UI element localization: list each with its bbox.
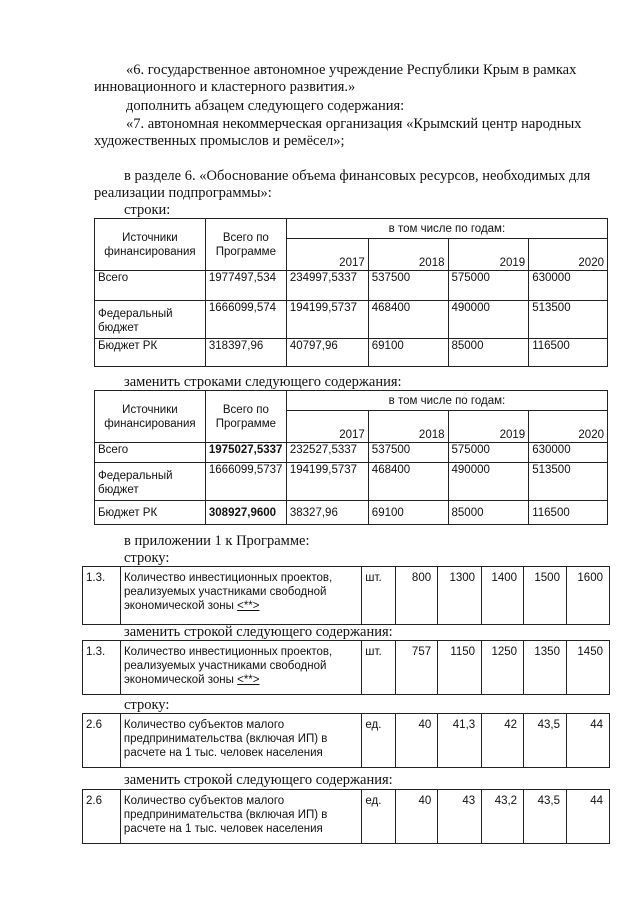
row-value: 40 xyxy=(396,714,438,768)
table-row xyxy=(83,790,610,844)
row-value: 194199,5737 xyxy=(286,301,368,339)
header-source: Источники финансирования xyxy=(95,391,206,443)
header-year: 2020 xyxy=(529,411,608,443)
row-description xyxy=(120,567,361,625)
row-value: 44 xyxy=(567,790,610,844)
label-appendix: в приложении 1 к Программе: xyxy=(124,533,310,549)
paragraph-6-line1: «6. государственное автономное учреждение Республики Крым в рамках xyxy=(126,62,577,78)
row-description: Количество субъектов малого предпринимательства (включая ИП) в расчете на 1 тыс. человек населения xyxy=(120,714,361,768)
table-row xyxy=(95,463,608,501)
row-total: 1975027,5337 xyxy=(205,443,286,463)
row-label: Всего xyxy=(95,443,206,463)
paragraph-7-line1: «7. автономная некоммерческая организация «Крымский центр народных xyxy=(126,116,582,132)
header-year: 2019 xyxy=(448,239,529,271)
row-value: 232527,5337 xyxy=(286,443,368,463)
label-replace-row-1: заменить строкой следующего содержания: xyxy=(124,624,393,640)
row-value: 1150 xyxy=(438,641,482,695)
table-row xyxy=(83,567,610,625)
row-value: 116500 xyxy=(529,501,608,525)
table-row xyxy=(83,641,610,695)
row-number: 1.3. xyxy=(83,641,121,695)
row-description: Количество субъектов малого предпринимательства (включая ИП) в расчете на 1 тыс. человек населения xyxy=(120,790,361,844)
table-row xyxy=(95,443,608,463)
row-label: Бюджет РК xyxy=(95,501,206,525)
row-value: 575000 xyxy=(448,271,529,301)
row-value: 537500 xyxy=(368,443,448,463)
row-value: 630000 xyxy=(529,443,608,463)
indicator-table-1-new xyxy=(82,640,610,695)
table-row xyxy=(95,501,608,525)
row-label: Федеральный бюджет xyxy=(95,301,206,339)
row-value: 38327,96 xyxy=(286,501,368,525)
row-number: 2.6 xyxy=(83,714,121,768)
row-value: 40 xyxy=(396,790,438,844)
row-total: 1977497,534 xyxy=(205,271,286,301)
row-value: 513500 xyxy=(529,463,608,501)
footnote-mark: <**> xyxy=(237,600,260,612)
row-value: 85000 xyxy=(448,501,529,525)
header-year: 2020 xyxy=(529,239,608,271)
row-value: 490000 xyxy=(448,463,529,501)
row-value: 513500 xyxy=(529,301,608,339)
paragraph-add: дополнить абзацем следующего содержания: xyxy=(126,98,405,114)
row-value: 800 xyxy=(396,567,438,625)
row-value: 85000 xyxy=(448,339,529,367)
row-total: 318397,96 xyxy=(205,339,286,367)
label-rows: строки: xyxy=(124,202,171,218)
row-unit: шт. xyxy=(362,567,396,625)
row-value: 41,3 xyxy=(438,714,482,768)
row-number: 1.3. xyxy=(83,567,121,625)
paragraph-7-line2: художественных промыслов и ремёсел»; xyxy=(94,133,345,149)
row-value: 69100 xyxy=(368,339,448,367)
header-year: 2017 xyxy=(286,239,368,271)
row-value: 1500 xyxy=(524,567,567,625)
table-row xyxy=(83,714,610,768)
indicator-table-1-old xyxy=(82,566,610,625)
header-total: Всего по Программе xyxy=(205,219,286,271)
row-value: 1600 xyxy=(566,567,609,625)
row-label: Всего xyxy=(95,271,206,301)
row-value: 43,5 xyxy=(524,714,567,768)
row-value: 1250 xyxy=(482,641,524,695)
row-label: Бюджет РК xyxy=(95,339,206,367)
header-year: 2019 xyxy=(448,411,529,443)
row-unit: ед. xyxy=(362,790,396,844)
label-replace-rows: заменить строками следующего содержания: xyxy=(124,374,402,390)
row-value: 468400 xyxy=(368,463,448,501)
row-value: 44 xyxy=(567,714,610,768)
finance-table-new xyxy=(94,390,608,525)
indicator-table-2-old xyxy=(82,713,610,768)
label-replace-row-2: заменить строкой следующего содержания: xyxy=(124,772,393,788)
row-value: 69100 xyxy=(368,501,448,525)
row-value: 757 xyxy=(396,641,438,695)
table-row xyxy=(95,339,608,367)
header-total: Всего по Программе xyxy=(205,391,286,443)
header-years-title: в том числе по годам: xyxy=(286,391,607,411)
label-row-1: строку: xyxy=(124,550,170,566)
row-unit: ед. xyxy=(362,714,396,768)
indicator-table-2-new xyxy=(82,789,610,844)
table-row xyxy=(95,301,608,339)
label-row-2: строку: xyxy=(124,697,170,713)
table-row xyxy=(95,271,608,301)
row-value: 43,2 xyxy=(482,790,524,844)
row-value: 1400 xyxy=(482,567,524,625)
row-value: 1300 xyxy=(438,567,482,625)
row-value: 537500 xyxy=(368,271,448,301)
paragraph-6-line2: инновационного и кластерного развития.» xyxy=(94,79,356,95)
section-6-line2: реализации подпрограммы»: xyxy=(94,185,272,201)
header-year: 2018 xyxy=(368,239,448,271)
row-total: 1666099,5737 xyxy=(205,463,286,501)
row-text: Количество инвестиционных проектов, реализуемых участниками свободной экономической зоны xyxy=(123,572,333,612)
row-value: 490000 xyxy=(448,301,529,339)
row-value: 43 xyxy=(438,790,482,844)
row-value: 116500 xyxy=(529,339,608,367)
header-year: 2017 xyxy=(286,411,368,443)
row-total: 308927,9600 xyxy=(205,501,286,525)
row-value: 234997,5337 xyxy=(286,271,368,301)
row-value: 194199,5737 xyxy=(286,463,368,501)
header-source: Источники финансирования xyxy=(95,219,206,271)
header-years-title: в том числе по годам: xyxy=(286,219,607,239)
row-value: 575000 xyxy=(448,443,529,463)
row-value: 42 xyxy=(482,714,524,768)
row-number: 2.6 xyxy=(83,790,121,844)
finance-table-old xyxy=(94,218,608,367)
row-value: 630000 xyxy=(529,271,608,301)
section-6-line1: в разделе 6. «Обоснование объема финансовых ресурсов, необходимых для xyxy=(124,168,591,184)
row-unit: шт. xyxy=(362,641,396,695)
row-description xyxy=(120,641,361,695)
row-value: 1350 xyxy=(524,641,567,695)
row-text: Количество инвестиционных проектов, реализуемых участниками свободной экономической зоны xyxy=(123,646,333,686)
row-total: 1666099,574 xyxy=(205,301,286,339)
row-value: 468400 xyxy=(368,301,448,339)
row-value: 40797,96 xyxy=(286,339,368,367)
row-value: 43,5 xyxy=(524,790,567,844)
header-year: 2018 xyxy=(368,411,448,443)
row-label: Федеральный бюджет xyxy=(95,463,206,501)
row-value: 1450 xyxy=(566,641,609,695)
footnote-mark: <**> xyxy=(237,674,260,686)
